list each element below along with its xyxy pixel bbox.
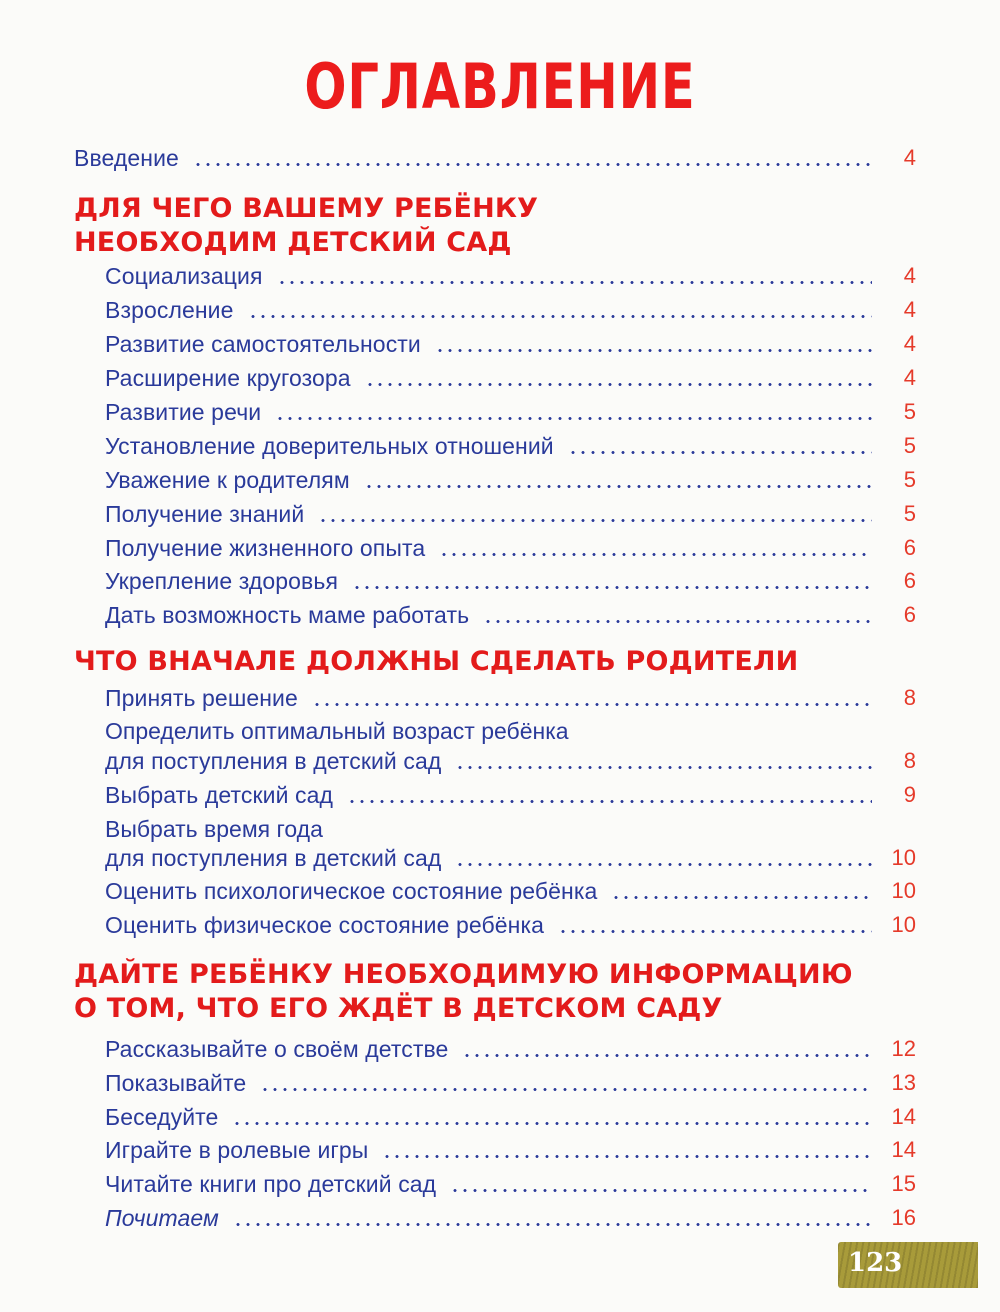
toc-entry[interactable] xyxy=(105,329,916,359)
dot-leader xyxy=(483,620,872,623)
toc-entry[interactable] xyxy=(105,465,916,495)
toc-entry[interactable] xyxy=(105,1169,916,1199)
toc-entry-page: 6 xyxy=(903,568,916,593)
toc-entry-label: Показывайте xyxy=(105,1070,247,1096)
dot-leader xyxy=(193,163,872,166)
toc-entry-label: Социализация xyxy=(105,263,263,289)
toc-entry-label: Рассказывайте о своём детстве xyxy=(105,1036,449,1062)
toc-entry-page: 6 xyxy=(903,602,916,627)
section-heading-line: О ТОМ, ЧТО ЕГО ЖДЁТ В ДЕТСКОМ САДУ xyxy=(74,993,723,1024)
dot-leader xyxy=(318,519,872,522)
page-title: ОГЛАВЛЕНИЕ xyxy=(304,50,696,123)
toc-entry-page: 5 xyxy=(903,433,916,458)
dot-leader xyxy=(260,1088,872,1091)
toc-entry-label: Взросление xyxy=(105,297,234,323)
toc-entry-page: 5 xyxy=(903,501,916,526)
section-heading-line: ДЛЯ ЧЕГО ВАШЕМУ РЕБЁНКУ xyxy=(74,193,539,224)
section-heading-line: НЕОБХОДИМ ДЕТСКИЙ САД xyxy=(74,227,512,258)
section-heading-1 xyxy=(74,192,934,260)
section-heading-2 xyxy=(74,645,934,679)
toc-entry-label-line: Выбрать время года xyxy=(105,816,323,842)
toc-entry-page: 4 xyxy=(903,365,916,390)
toc-entry-page: 16 xyxy=(891,1205,916,1230)
page-number-badge xyxy=(838,1242,978,1288)
toc-entry-page: 5 xyxy=(903,467,916,492)
dot-leader xyxy=(455,766,872,769)
toc-entry-label: Выбрать детский сад xyxy=(105,782,334,808)
toc-entry-page: 12 xyxy=(891,1036,916,1061)
dot-leader xyxy=(568,451,872,454)
toc-entry[interactable] xyxy=(105,566,916,596)
toc-entry-label: Получение знаний xyxy=(105,501,305,527)
toc-entry[interactable] xyxy=(105,746,916,776)
toc-entry-page: 4 xyxy=(903,331,916,356)
toc-entry-page: 14 xyxy=(891,1137,916,1162)
toc-entry-label: Установление доверительных отношений xyxy=(105,433,554,459)
toc-entry-label: Оценить физическое состояние ребёнка xyxy=(105,912,545,938)
toc-entry-label: Получение жизненного опыта xyxy=(105,535,426,561)
toc-entry[interactable] xyxy=(105,683,916,713)
toc-entry-page: 10 xyxy=(891,912,916,937)
toc-entry-label: Читайте книги про детский сад xyxy=(105,1171,437,1197)
dot-leader xyxy=(455,863,872,866)
toc-entry-page: 13 xyxy=(891,1070,916,1095)
section-heading-3 xyxy=(74,958,934,1026)
toc-entry[interactable] xyxy=(105,1102,916,1132)
toc-entry[interactable] xyxy=(105,533,916,563)
toc-entry[interactable] xyxy=(105,363,916,393)
dot-leader xyxy=(435,349,872,352)
toc-entry-label: Оценить психологическое состояние ребёнка xyxy=(105,878,598,904)
dot-leader xyxy=(277,281,873,284)
toc-entry-page: 10 xyxy=(891,845,916,870)
toc-entry-label: Развитие самостоятельности xyxy=(105,331,421,357)
dot-leader xyxy=(365,383,872,386)
section-heading-line: ЧТО ВНАЧАЛЕ ДОЛЖНЫ СДЕЛАТЬ РОДИТЕЛИ xyxy=(74,646,799,677)
toc-entry-page: 15 xyxy=(891,1171,916,1196)
toc-entry-label: для поступления в детский сад xyxy=(105,845,442,871)
toc-entry-label: Играйте в ролевые игры xyxy=(105,1137,369,1163)
dot-leader xyxy=(611,896,872,899)
toc-entry[interactable] xyxy=(105,600,916,630)
toc-entry-label: Уважение к родителям xyxy=(105,467,350,493)
section-heading-line: ДАЙТЕ РЕБЁНКУ НЕОБХОДИМУЮ ИНФОРМАЦИЮ xyxy=(74,959,853,990)
toc-entry[interactable] xyxy=(105,876,916,906)
toc-entry-page: 4 xyxy=(903,263,916,288)
toc-entry-label: Развитие речи xyxy=(105,399,262,425)
dot-leader xyxy=(232,1122,872,1125)
dot-leader xyxy=(382,1155,872,1158)
toc-entry-label: Дать возможность маме работать xyxy=(105,602,470,628)
dot-leader xyxy=(352,586,872,589)
toc-entry-label: Беседуйте xyxy=(105,1104,219,1130)
dot-leader xyxy=(312,703,872,706)
toc-entry[interactable] xyxy=(105,1034,916,1064)
page-number: 123 xyxy=(848,1248,903,1278)
toc-entry-page: 14 xyxy=(891,1104,916,1129)
toc-entry[interactable] xyxy=(105,910,916,940)
toc-entry[interactable] xyxy=(105,431,916,461)
dot-leader xyxy=(275,417,872,420)
toc-entry-label: для поступления в детский сад xyxy=(105,748,442,774)
toc-entry[interactable] xyxy=(105,780,916,810)
toc-entry-page: 9 xyxy=(903,782,916,807)
toc-entry[interactable] xyxy=(105,1135,916,1165)
toc-entry-label: Почитаем xyxy=(105,1205,219,1231)
toc-entry[interactable] xyxy=(105,261,916,291)
toc-entry[interactable] xyxy=(105,499,916,529)
dot-leader xyxy=(558,930,872,933)
dot-leader xyxy=(450,1189,872,1192)
dot-leader xyxy=(233,1223,872,1226)
toc-entry-page: 6 xyxy=(903,535,916,560)
toc-entry-label: Укрепление здоровья xyxy=(105,568,339,594)
toc-entry-label-line: Определить оптимальный возраст ребёнка xyxy=(105,718,569,744)
toc-entry-page: 4 xyxy=(903,297,916,322)
toc-entry-label: Принять решение xyxy=(105,685,298,711)
toc-entry-page: 8 xyxy=(903,685,916,710)
toc-entry-label: Расширение кругозора xyxy=(105,365,351,391)
toc-entry-intro[interactable] xyxy=(74,143,916,173)
toc-entry-page: 5 xyxy=(903,399,916,424)
dot-leader xyxy=(462,1054,872,1057)
dot-leader xyxy=(439,553,872,556)
toc-entry-label: Введение xyxy=(74,145,179,171)
toc-entry[interactable] xyxy=(105,1068,916,1098)
toc-entry[interactable] xyxy=(105,397,916,427)
toc-entry-page: 8 xyxy=(903,748,916,773)
dot-leader xyxy=(347,800,872,803)
toc-entry[interactable] xyxy=(105,295,916,325)
toc-entry-page: 10 xyxy=(891,878,916,903)
dot-leader xyxy=(248,315,872,318)
toc-entry[interactable] xyxy=(105,1203,916,1233)
toc-entry-page: 4 xyxy=(903,145,916,170)
toc-entry[interactable] xyxy=(105,843,916,873)
dot-leader xyxy=(364,485,872,488)
